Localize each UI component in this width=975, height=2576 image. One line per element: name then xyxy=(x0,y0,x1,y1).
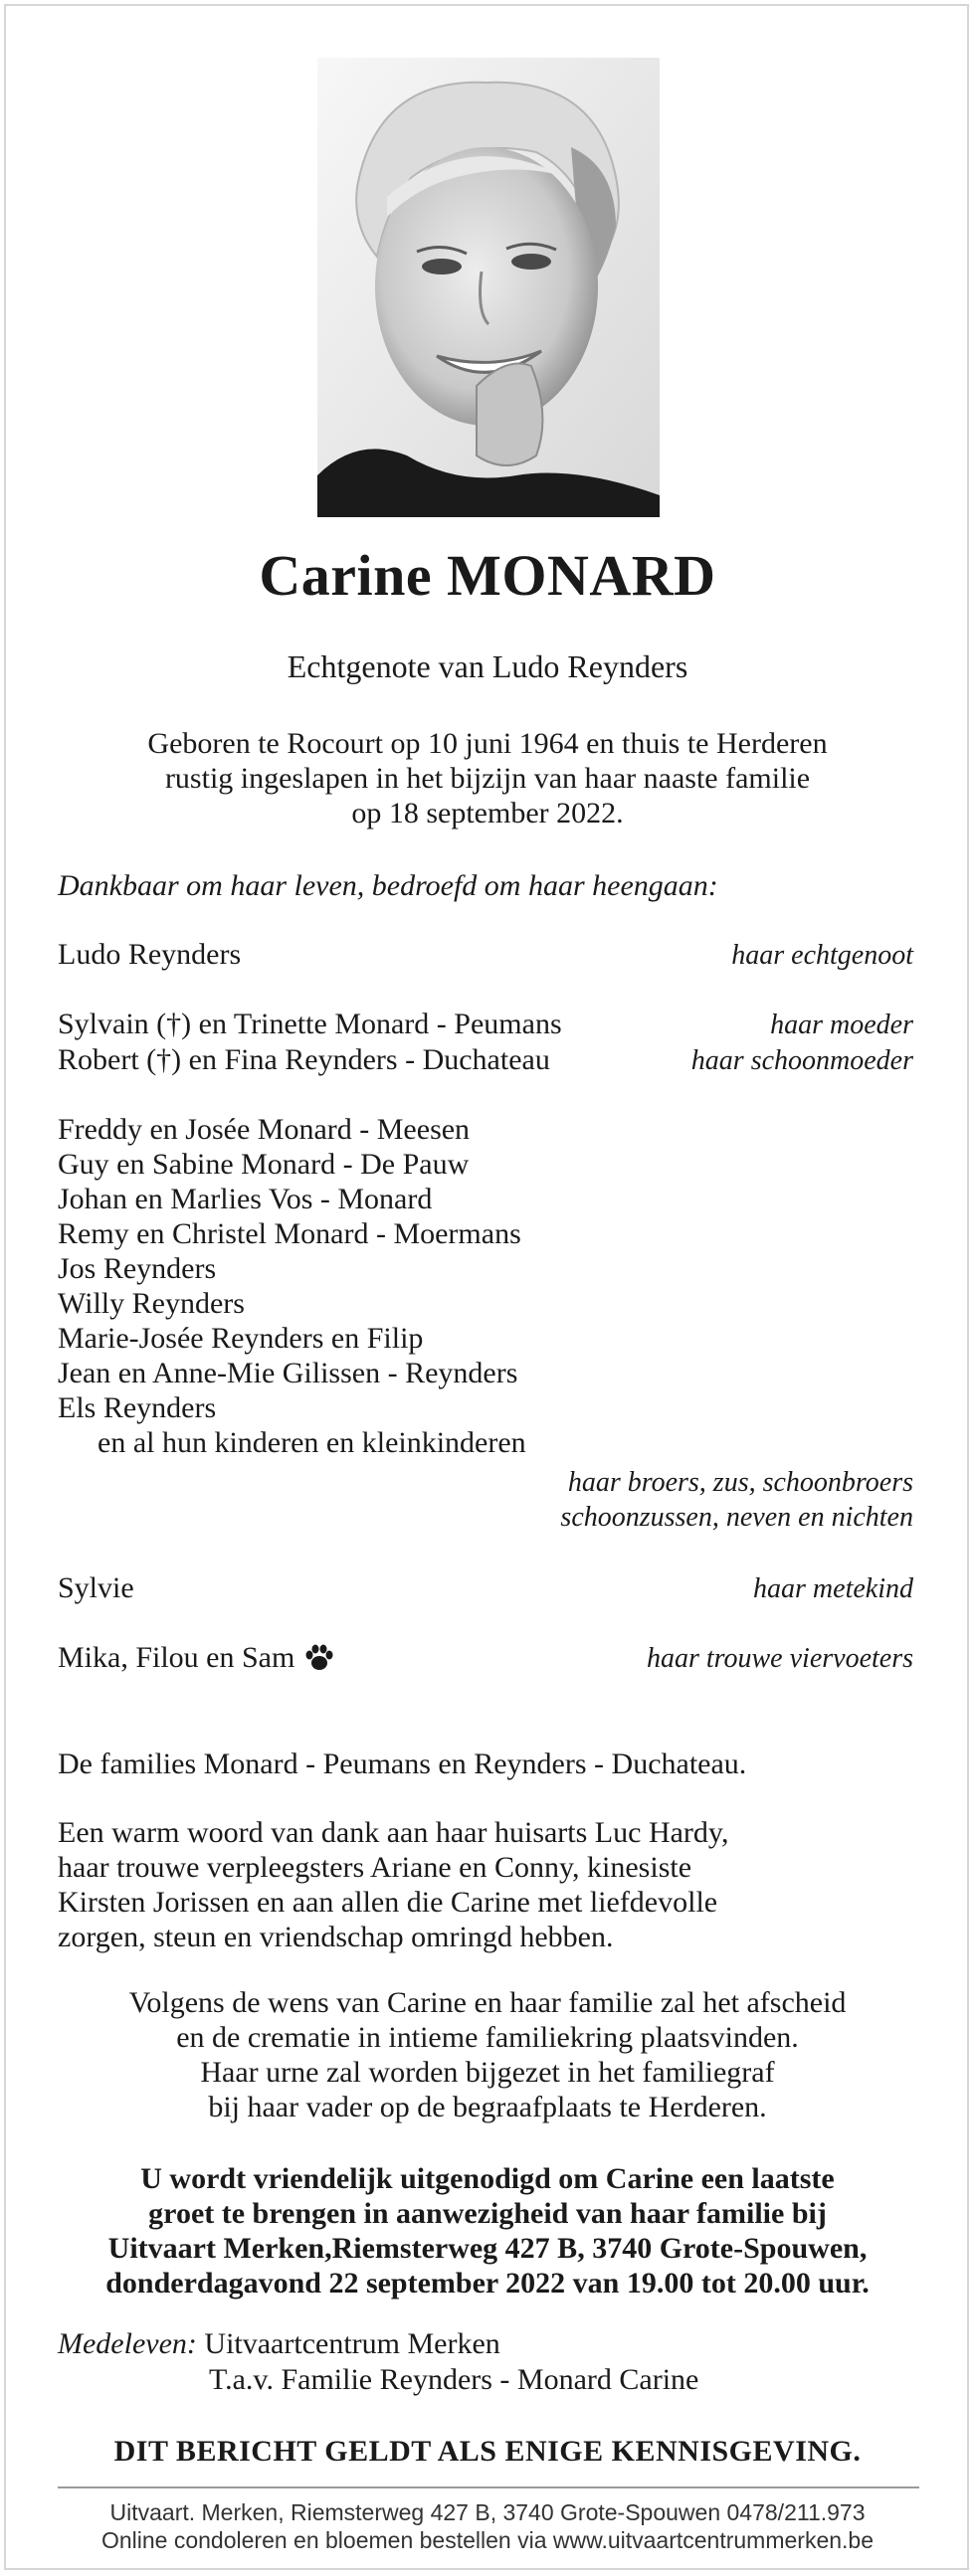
godchild-relation: haar metekind xyxy=(753,1573,913,1604)
wishes-line: bij haar vader op de begraafplaats te Herderen. xyxy=(208,2091,767,2123)
pets-name: Mika, Filou en Sam xyxy=(58,1641,295,1674)
portrait-photo xyxy=(317,58,660,517)
birth-death-line: op 18 september 2022. xyxy=(351,797,624,829)
parents-relation: haar moeder xyxy=(770,1010,913,1040)
birth-death-line: rustig ingeslapen in het bijzijn van haar naaste familie xyxy=(164,762,811,795)
husband-name: Ludo Reynders xyxy=(58,938,242,971)
sibling-entry: Marie-Josée Reynders en Filip xyxy=(58,1322,424,1355)
intro-line: Dankbaar om haar leven, bedroefd om haar heengaan: xyxy=(58,869,718,902)
wishes-line: Volgens de wens van Carine en haar familie zal het afscheid xyxy=(128,1986,847,2019)
husband-relation: haar echtgenoot xyxy=(731,940,913,971)
invitation-line: donderdagavond 22 september 2022 van 19.00 tot 20.00 uur. xyxy=(105,2267,870,2300)
condolences-line1 xyxy=(58,2327,500,2361)
birth-death-text xyxy=(0,726,975,830)
sibling-entry: Willy Reynders xyxy=(58,1287,245,1320)
sibling-entry: Guy en Sabine Monard - De Pauw xyxy=(58,1148,470,1181)
siblings-children-line: en al hun kinderen en kleinkinderen xyxy=(98,1426,526,1459)
footer-divider xyxy=(58,2486,919,2488)
sibling-entry: Freddy en Josée Monard - Meesen xyxy=(58,1113,471,1146)
pets-relation: haar trouwe viervoeters xyxy=(646,1643,913,1674)
siblings-list xyxy=(58,1112,526,1460)
pets-row xyxy=(58,1641,334,1675)
thanks-text xyxy=(58,1815,728,1954)
siblings-relation-line: haar broers, zus, schoonbroers xyxy=(567,1467,913,1498)
wishes-text xyxy=(0,1985,975,2124)
parents-name: Sylvain (†) en Trinette Monard - Peumans xyxy=(58,1008,562,1040)
portrait-illustration xyxy=(317,58,660,517)
invitation-text xyxy=(0,2161,975,2300)
sibling-entry: Jos Reynders xyxy=(58,1252,217,1285)
sibling-entry: Remy en Christel Monard - Moermans xyxy=(58,1217,521,1250)
godchild-name: Sylvie xyxy=(58,1571,134,1604)
families-line: De families Monard - Peumans en Reynders - Duchateau. xyxy=(58,1748,747,1780)
spouse-line: Echtgenote van Ludo Reynders xyxy=(287,648,688,684)
footer-address: Uitvaart. Merken, Riemsterweg 427 B, 3740 Grote-Spouwen 0478/211.973 xyxy=(109,2499,866,2525)
paw-icon xyxy=(304,1644,334,1672)
siblings-relation-line: schoonzussen, neven en nichten xyxy=(560,1502,913,1533)
wishes-line: Haar urne zal worden bijgezet in het familiegraf xyxy=(200,2056,775,2089)
parents-in-law-relation: haar schoonmoeder xyxy=(690,1045,913,1076)
thanks-line: Kirsten Jorissen en aan allen die Carine met liefdevolle xyxy=(58,1886,718,1919)
condolences-label: Medeleven: xyxy=(58,2327,197,2360)
official-notice: DIT BERICHT GELDT ALS ENIGE KENNISGEVING. xyxy=(113,2435,862,2468)
thanks-line: zorgen, steun en vriendschap omringd hebben. xyxy=(58,1921,614,1953)
invitation-line: U wordt vriendelijk uitgenodigd om Carine een laatste xyxy=(140,2162,835,2195)
thanks-line: Een warm woord van dank aan haar huisarts Luc Hardy, xyxy=(58,1816,729,1849)
thanks-line: haar trouwe verpleegsters Ariane en Conny, kinesiste xyxy=(58,1851,692,1884)
condolences-recipient: Uitvaartcentrum Merken xyxy=(204,2327,500,2360)
condolences-line2: T.a.v. Familie Reynders - Monard Carine xyxy=(209,2363,699,2396)
invitation-line: groet te brengen in aanwezigheid van haar familie bij xyxy=(148,2197,827,2230)
deceased-name: Carine MONARD xyxy=(259,543,716,608)
sibling-entry: Johan en Marlies Vos - Monard xyxy=(58,1183,433,1215)
siblings-relation xyxy=(560,1465,913,1535)
invitation-line: Uitvaart Merken,Riemsterweg 427 B, 3740 Grote-Spouwen, xyxy=(107,2232,868,2265)
sibling-entry: Els Reynders xyxy=(58,1391,217,1424)
wishes-line: en de crematie in intieme familiekring plaatsvinden. xyxy=(176,2021,799,2054)
parents-in-law-name: Robert (†) en Fina Reynders - Duchateau xyxy=(58,1043,550,1076)
footer-online: Online condoleren en bloemen bestellen via www.uitvaartcentrummerken.be xyxy=(100,2527,875,2553)
sibling-entry: Jean en Anne-Mie Gilissen - Reynders xyxy=(58,1357,518,1389)
birth-death-line: Geboren te Rocourt op 10 juni 1964 en thuis te Herderen xyxy=(147,727,828,760)
